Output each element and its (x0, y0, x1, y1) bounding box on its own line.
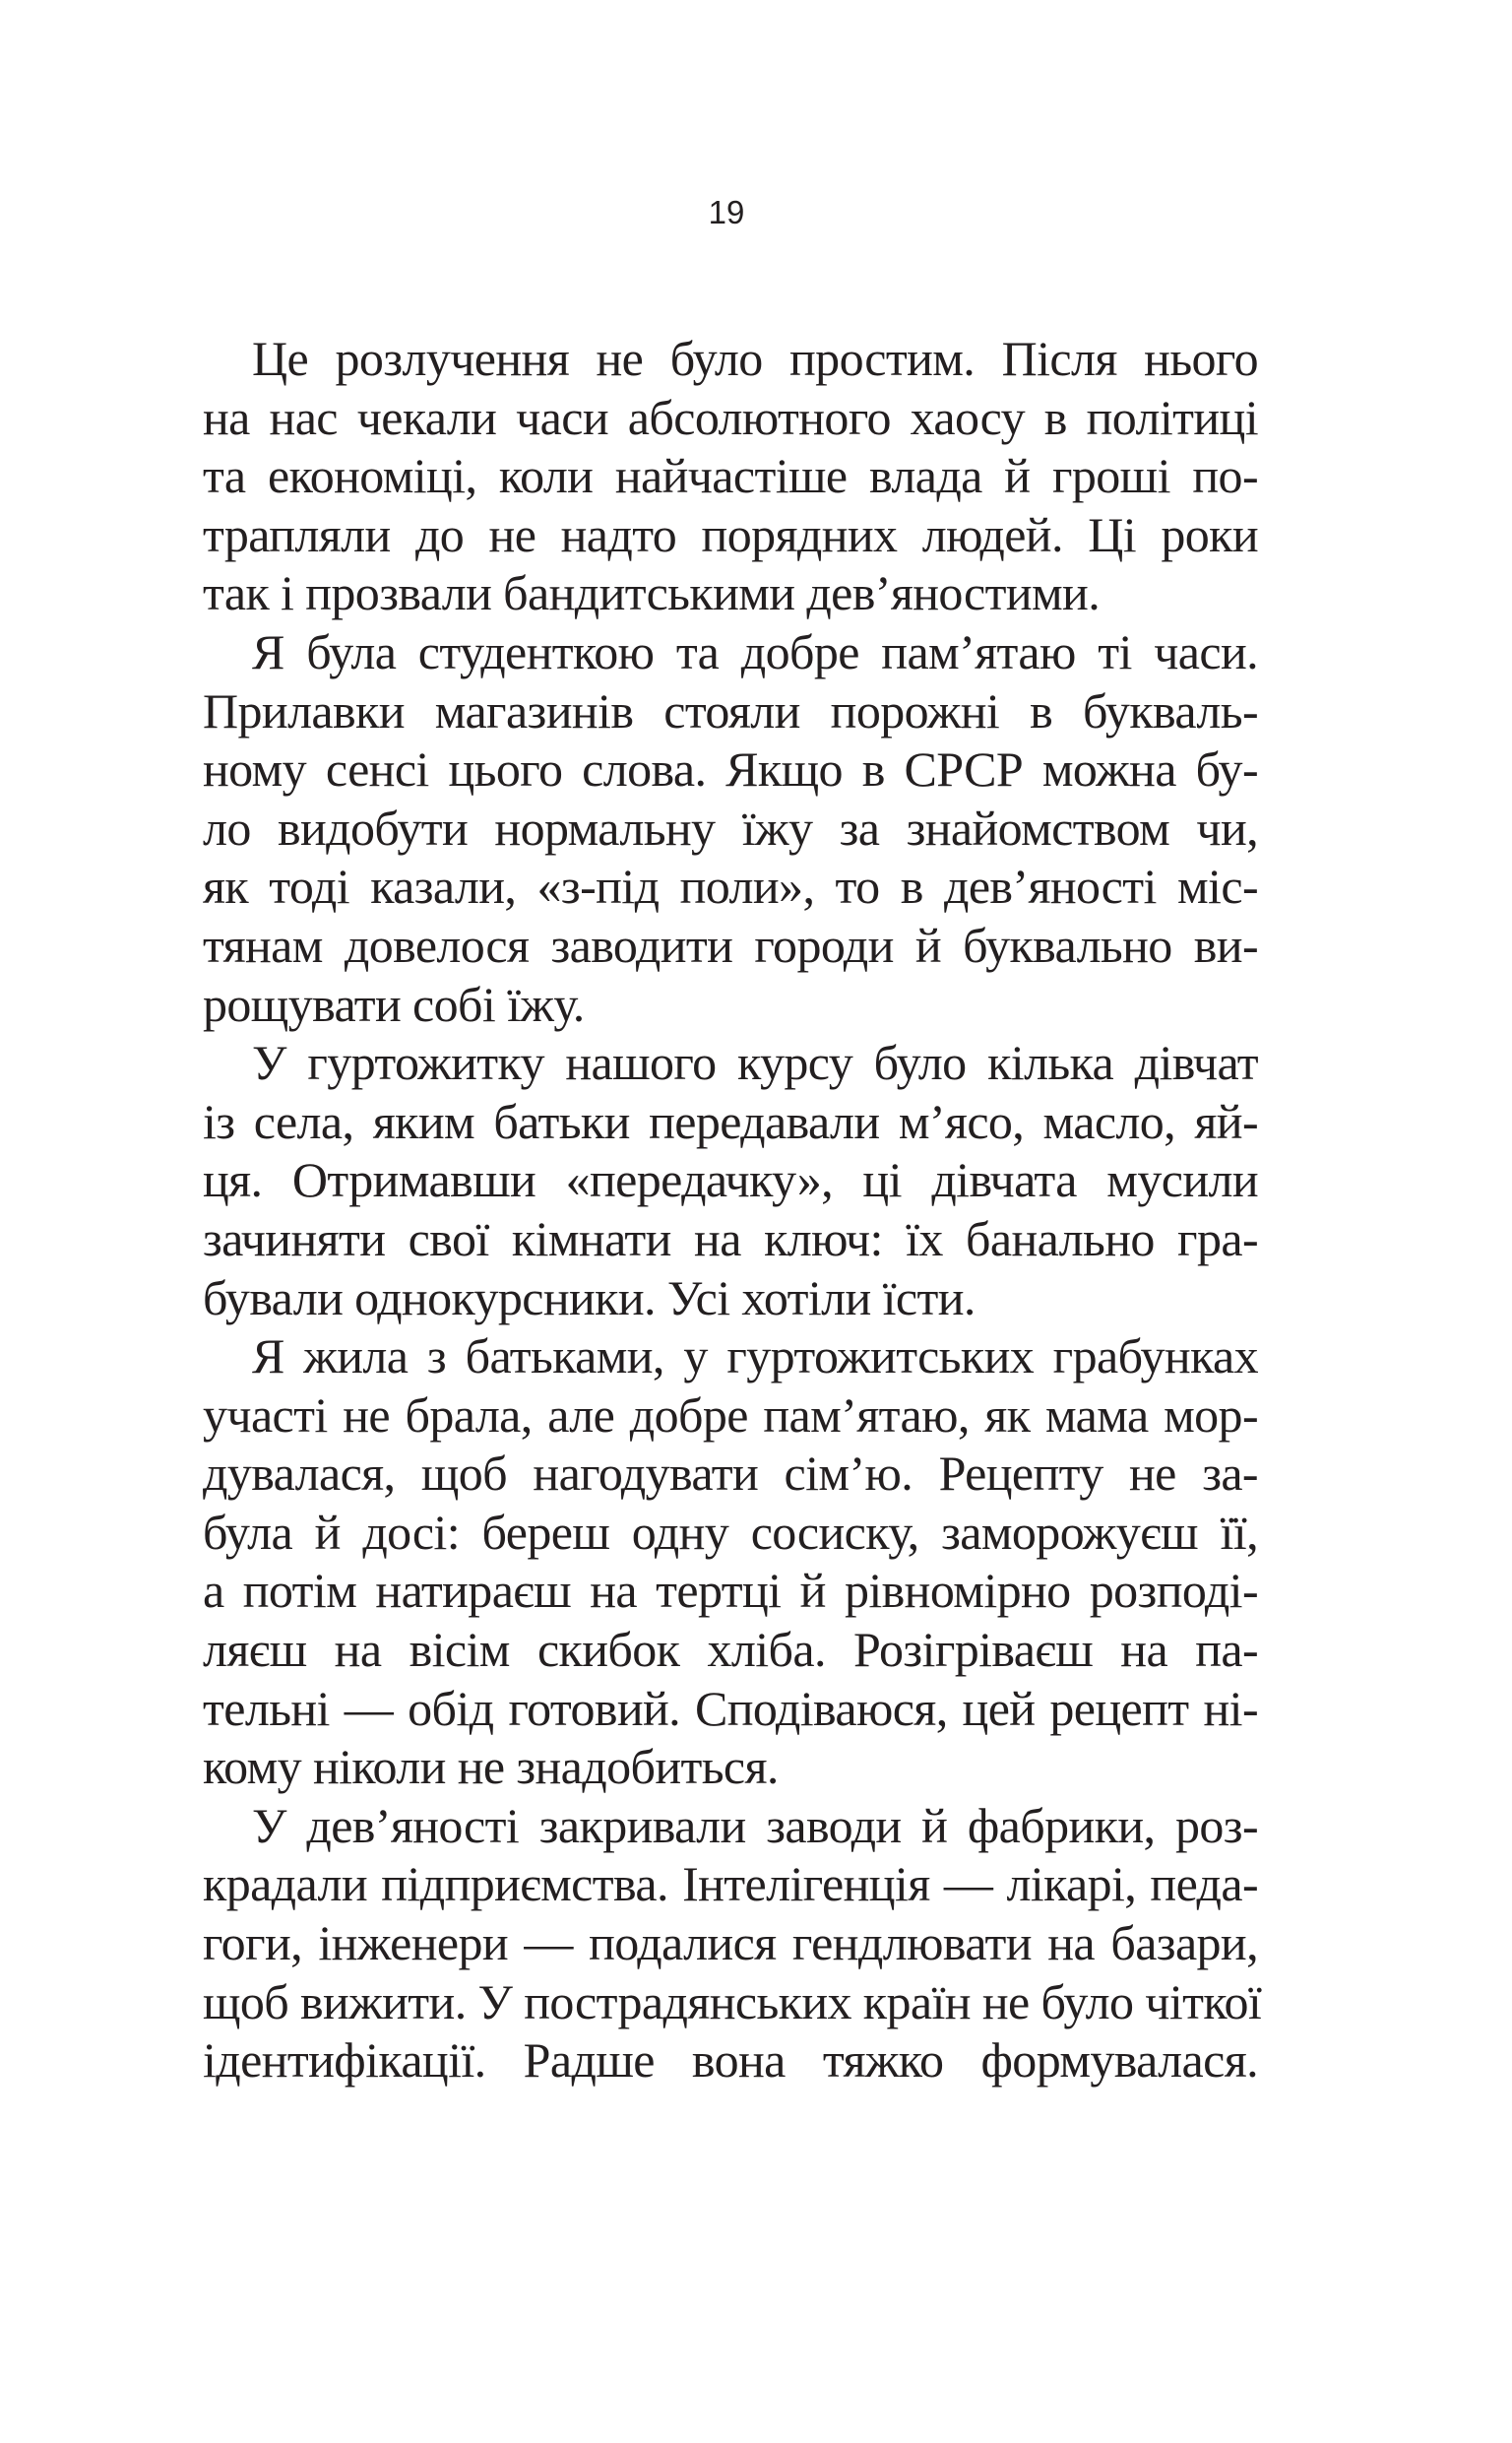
paragraph (203, 623, 1258, 1034)
paragraph (203, 330, 1258, 623)
text-line: бували однокурсники. Усі хотіли їсти. (203, 1269, 976, 1325)
text-line: ідентифікації. Радше вона тяжко формувалася. (203, 2032, 1258, 2089)
paragraph (203, 1797, 1262, 2090)
text-line: Я була студенткою та добре пам’ятаю ті часи. (252, 623, 1258, 679)
text-line: Я жила з батьками, у гуртожитських грабунках (252, 1328, 1258, 1384)
text-line: так і прозвали бандитськими дев’яностими. (203, 565, 1101, 621)
text-line: дувалася, щоб нагодувати сім’ю. Рецепту не за- (203, 1446, 1258, 1502)
text-line: У гуртожитку нашого курсу було кілька дівчат (252, 1035, 1258, 1091)
text-line: гоги, інженери — подалися гендлювати на базари, (203, 1915, 1258, 1971)
text-line: У дев’яності закривали заводи й фабрики, роз- (252, 1797, 1258, 1853)
text-line: щоб вижити. У пострадянських країн не було чіткої (203, 1973, 1262, 2029)
text-line: крадали підприємства. Інтелігенція — лікарі, педа- (203, 1856, 1258, 1912)
page-number: 19 (708, 194, 745, 230)
text-line: рощувати собі їжу. (203, 976, 585, 1032)
text-line: трапляли до не надто порядних людей. Ці роки (203, 506, 1258, 562)
text-line: із села, яким батьки передавали м’ясо, масло, яй- (203, 1093, 1258, 1149)
text-line: Це розлучення не було простим. Після нього (252, 331, 1258, 386)
text-line: ця. Отримавши «передачку», ці дівчата мусили (203, 1152, 1258, 1208)
text-line: тянам довелося заводити городи й буквально ви- (203, 917, 1258, 973)
paragraph (203, 1034, 1258, 1327)
paragraph (203, 1327, 1258, 1797)
text-line: тельні — обід готовий. Сподіваюся, цей рецепт ні- (203, 1680, 1258, 1736)
text-line: на нас чекали часи абсолютного хаосу в політиці (203, 389, 1258, 445)
text-line: ляєш на вісім скибок хліба. Розігріваєш на па- (203, 1622, 1258, 1678)
text-line: участі не брала, але добре пам’ятаю, як мама мор- (203, 1386, 1258, 1443)
body-text (203, 330, 1262, 2090)
text-line: та економіці, коли найчастіше влада й гроші по- (203, 448, 1258, 504)
text-line: ло видобути нормальну їжу за знайомством чи, (203, 800, 1258, 856)
text-line: Прилавки магазинів стояли порожні в букваль- (203, 682, 1258, 739)
text-line: а потім натираєш на тертці й рівномірно розподі- (203, 1563, 1258, 1619)
text-line: ному сенсі цього слова. Якщо в СРСР можна бу- (203, 741, 1258, 798)
text-line: кому ніколи не знадобиться. (203, 1739, 779, 1795)
text-line: зачиняти свої кімнати на ключ: їх банально гра- (203, 1210, 1258, 1266)
text-line: як тоді казали, «з-під поли», то в дев’яності міс- (203, 859, 1258, 915)
text-line: була й досі: береш одну сосиску, заморожуєш її, (203, 1504, 1258, 1560)
